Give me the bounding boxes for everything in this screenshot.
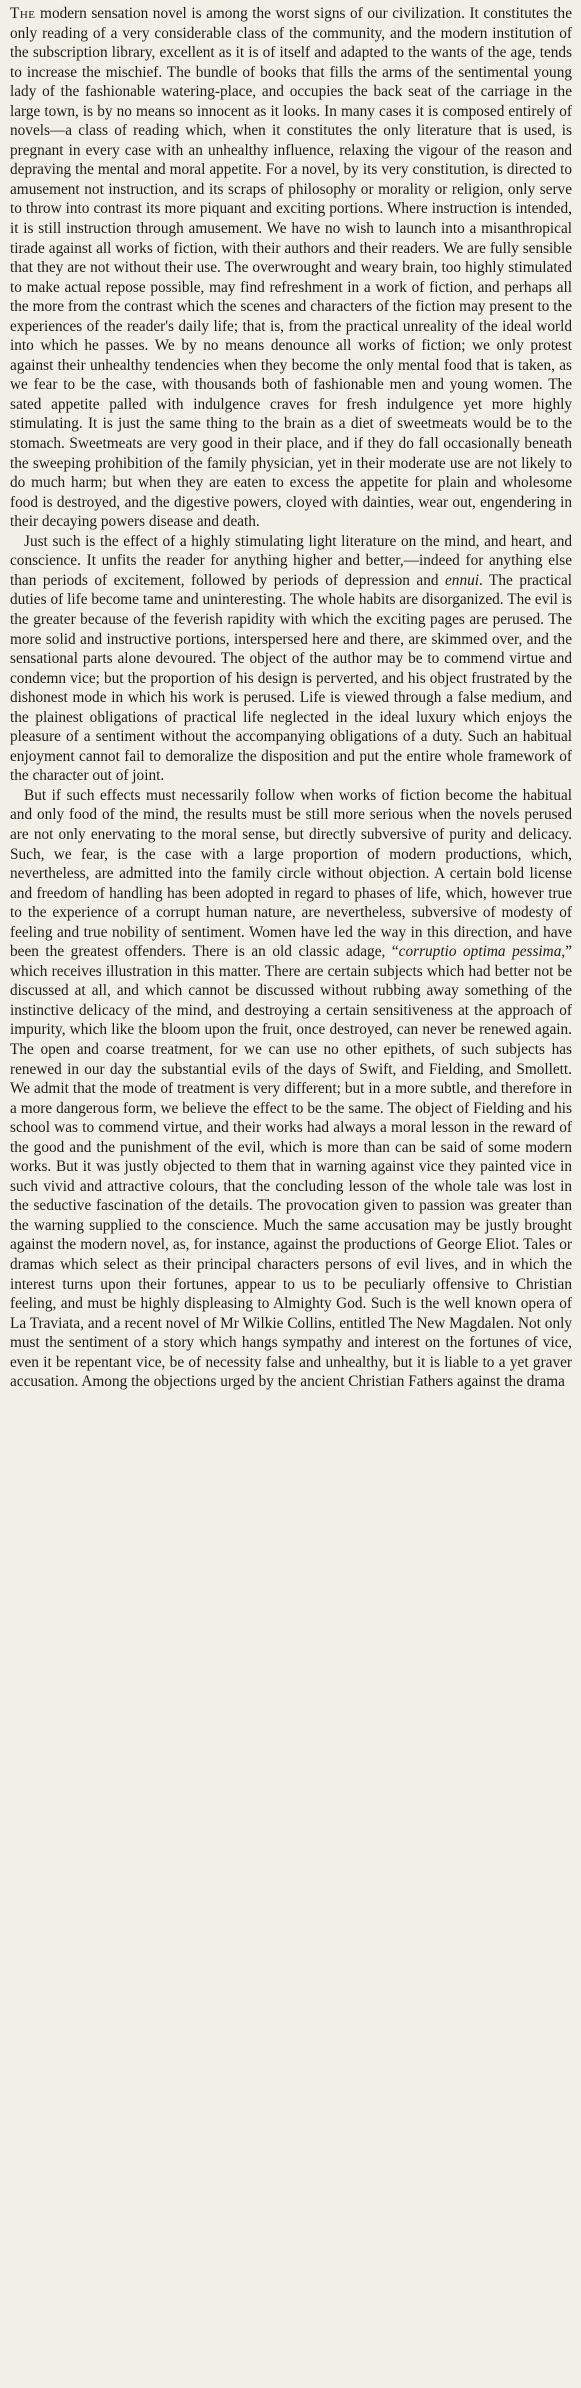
article-paragraph-3 [10, 786, 572, 1392]
paragraph-text: modern sensation novel is among the worst signs of our civilization. It constitutes the only reading of a very considerable class of the community, and the modern institution of the subscription library, excellent as it is of itself and adapted to the wants of the age, tends to increase the mischief. The bundle of books that fills the arms of the sentimental young lady of the fashionable watering-place, and occupies the back seat of the carriage in the large town, is by no means so innocent as it looks. In many cases it is composed entirely of novels—a class of reading which, when it constitutes the only literature that is used, is pregnant in every case with an unhealthy influence, relaxing the vigour of the reason and depraving the mental and moral appetite. For a novel, by its very constitution, is directed to amusement not instruction, and its scraps of philosophy or morality or religion, only serve to throw into contrast its more piquant and exciting portions. Where instruction is intended, it is still instruction through amusement. We have no wish to launch into a misanthropical tirade against all works of fiction, with their authors and their readers. We are fully sensible that they are not without their use. The overwrought and weary brain, too highly stimulated to make actual repose possible, may find refreshment in a work of fiction, and perhaps all the more from the contrast which the scenes and characters of the fiction may present to the experiences of the reader's daily life; that is, from the practical unreality of the ideal world into which he passes. We by no means denounce all works of fiction; we only protest against their unhealthy tendencies when they become the only mental food that is taken, as we fear to be the case, with thousands both of fashionable men and young women. The sated appetite palled with indulgence craves for fresh indulgence yet more highly stimulating. It is just the same thing to the brain as a diet of sweetmeats would be to the stomach. Sweetmeats are very good in their place, and if they do fall occasionally beneath the sweeping prohibition of the family physician, yet in their moderate use are not likely to do much harm; but when they are eaten to excess the appetite for plain and wholesome food is destroyed, and the digestive powers, cloyed with dainties, wear out, engendering in their decaying powers disease and death. [10, 5, 572, 531]
paragraph-text: But if such effects must necessarily follow when works of fiction become the habitual and only food of the mind, the results must be still more serious when the novels perused are not only enervating to the moral sense, but directly subversive of purity and delicacy. Such, we fear, is the case with a large proportion of modern productions, which, nevertheless, are admitted into the family circle without objection. A certain bold license and freedom of handling has been adopted in regard to phases of life, which, however true to the experience of a corrupt human nature, are nevertheless, subversive of modesty of feeling and true nobility of sentiment. Women have led the way in this direction, and have been the greatest offenders. There is an old classic adage, “ [10, 786, 572, 961]
article-paragraph-2 [10, 532, 572, 786]
italic-term-ennui: ennui [445, 571, 479, 589]
paragraph-text: Just such is the effect of a highly stimulating light literature on the mind, and heart, and conscience. It unfits the reader for anything higher and better,—indeed for anything else than periods of excitement, followed by periods of depression and [10, 532, 572, 589]
latin-adage: corruptio optima pessima [398, 943, 562, 961]
paragraph-text: . The practical duties of life become tame and uninteresting. The whole habits are disorganized. The evil is the greater because of the feverish rapidity with which the exciting pages are perused. The more solid and instructive portions, interspersed here and there, are skimmed over, and the sensational parts alone devoured. The object of the author may be to commend virtue and condemn vice; but the proportion of his design is perverted, and his object frustrated by the dishonest mode in which his work is perused. Life is viewed through a false medium, and the plainest obligations of practical life neglected in the ideal luxury which enjoys the pleasure of a sentiment without the accompanying obligations of a duty. Such an habitual enjoyment cannot fail to demoralize the disposition and put the entire whole framework of the character out of joint. [10, 571, 572, 785]
lead-word: The [10, 5, 36, 22]
article-paragraph-1 [10, 4, 572, 532]
paragraph-text: ,” which receives illustration in this matter. There are certain subjects which had better not be discussed at all, and which cannot be discussed without rubbing away something of the instinctive delicacy of the mind, and destroying a certain sensitiveness at the approach of impurity, which like the bloom upon the fruit, once destroyed, can never be renewed again. The open and coarse treatment, for we can use no other epithets, of such subjects has renewed in our day the substantial evils of the days of Swift, and Fielding, and Smollett. We admit that the mode of treatment is very different; but in a more subtle, and therefore in a more dangerous form, we believe the effect to be the same. The object of Fielding and his school was to commend virtue, and their works had always a moral lesson in the reward of the good and the punishment of the evil, which is more than can be said of some modern works. But it was justly objected to them that in warning against vice they painted vice in such vivid and attractive colours, that the concluding lesson of the whole tale was lost in the seductive fascination of the details. The provocation given to passion was greater than the warning supplied to the conscience. Much the same accusation may be justly brought against the modern novel, as, for instance, against the productions of George Eliot. Tales or dramas which select as their principal characters persons of evil lives, and in which the interest turns upon their fortunes, appear to us to be peculiarly offensive to Christian feeling, and must be highly displeasing to Almighty God. Such is the well known opera of La Traviata, and a recent novel of Mr Wilkie Collins, entitled The New Magdalen. Not only must the sentiment of a story which hangs sympathy and interest on the fortunes of vice, even it be repentant vice, be of necessity false and unhealthy, but it is liable to a yet graver accusation. Among the objections urged by the ancient Christian Fathers against the drama [10, 943, 572, 1391]
